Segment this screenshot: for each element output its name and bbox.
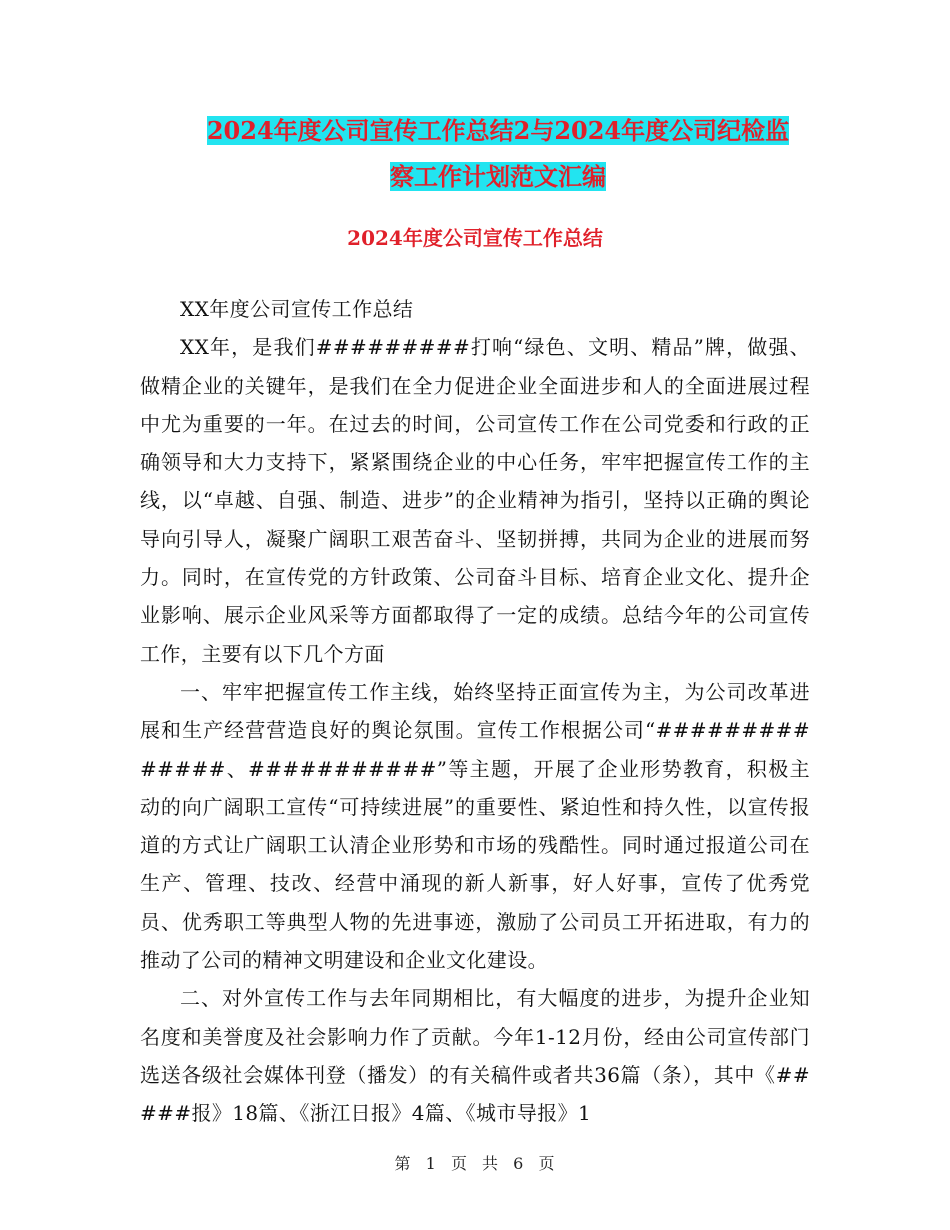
total-unit: 页 (538, 1154, 556, 1173)
paragraph: XX年度公司宣传工作总结 (180, 297, 414, 321)
paragraph: XX年，是我们#########打响“绿色、文明、精品”牌，做强、做精企业的关键年，是我们在全力促进企业全面进步和人的全面进展过程中尤为重要的一年。在过去的时间，公司宣传工作在公司党委和行政的正确领导和大力支持下，紧紧围绕企业的中心任务，牢牢把握宣传工作的主线，以“卓越、自强、制造、进步”的企业精神为指引，坚持以正确的舆论导向引导人，凝聚广阔职工艰苦奋斗、坚韧拼搏，共同为企业的进展而努力。同时，在宣传党的方针政策、公司奋斗目标、培育企业文化、提升企业影响、展示企业风采等方面都取得了一定的成绩。总结今年的公司宣传工作，主要有以下几个方面 (140, 335, 810, 666)
page-label: 第 (394, 1154, 412, 1173)
page-number: 1 (425, 1154, 437, 1173)
section-heading: 2024年度公司宣传工作总结 (347, 226, 603, 250)
paragraph: 二、对外宣传工作与去年同期相比，有大幅度的进步，为提升企业知名度和美誉度及社会影响力作了贡献。今年1-12月份，经由公司宣传部门选送各级社会媒体刊登（播发）的有关稿件或者共36篇（条），其中《#####报》18篇、《浙江日报》4篇、《城市导报》1 (140, 986, 810, 1126)
total-pages: 6 (513, 1154, 525, 1173)
document-body (140, 290, 810, 1133)
paragraph: 一、牢牢把握宣传工作主线，始终坚持正面宣传为主，为公司改革进展和生产经营营造良好的舆论氛围。宣传工作根据公司“##############、###########”等主题，开展了企业形势教育，积极主动的向广阔职工宣传“可持续进展”的重要性、紧迫性和持久性，以宣传报道的方式让广阔职工认清企业形势和市场的残酷性。同时通过报道公司在生产、管理、技改、经营中涌现的新人新事，好人好事，宣传了优秀党员、优秀职工等典型人物的先进事迹，激励了公司员工开拓进取，有力的推动了公司的精神文明建设和企业文化建设。 (140, 679, 810, 973)
page-unit: 页 (450, 1154, 468, 1173)
title-line-2: 察工作计划范文汇编 (390, 162, 606, 191)
page-footer (0, 1152, 950, 1176)
title-line-1: 2024年度公司宣传工作总结2与2024年度公司纪检监 (206, 116, 790, 145)
total-label: 共 (482, 1154, 500, 1173)
document-title (140, 108, 856, 200)
